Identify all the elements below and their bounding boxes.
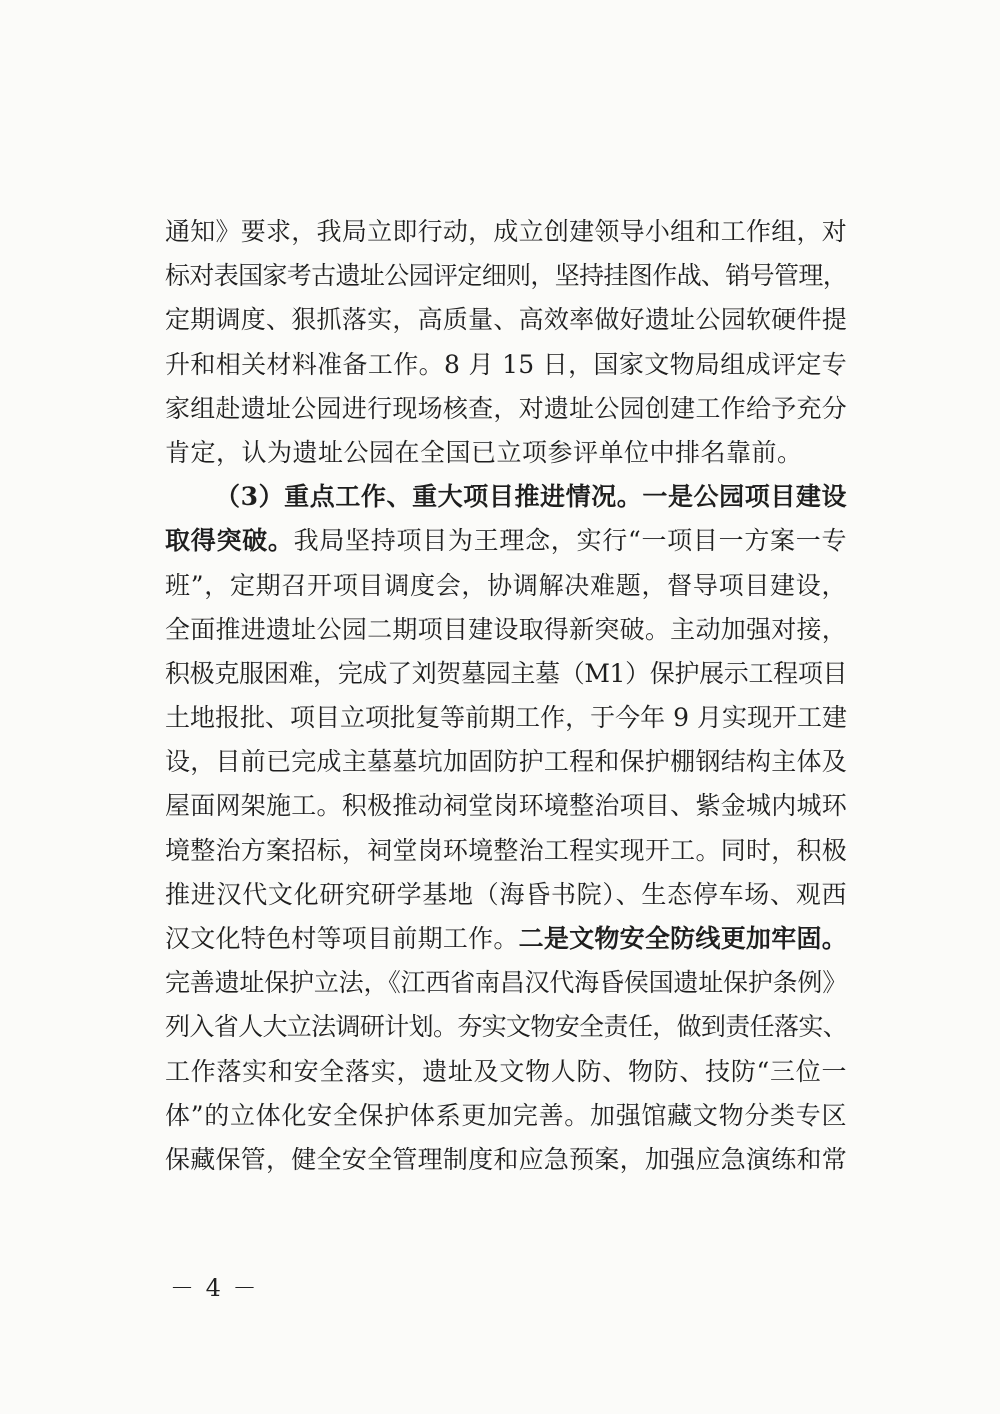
section-heading-line [165,475,847,519]
text-line-14: 屋面网架施工。积极推动祠堂岗环境整治项目、紫金城内城环 [165,791,847,821]
text-line-5: 家组赴遗址公园进行现场核查，对遗址公园创建工作给予充分 [165,393,847,423]
text-line-19: 列入省人大立法调研计划。夯实文物安全责任，做到责任落实、 [165,1012,847,1042]
heading-continuation: 取得突破。 [165,526,294,556]
subheading-security: 二是文物安全防线更加牢固。 [518,924,847,953]
text-line-10: 全面推进遗址公园二期项目建设取得新突破。主动加强对接， [165,614,847,644]
text-line-18: 完善遗址保护立法，《江西省南昌汉代海昏侯国遗址保护条例》 [165,968,847,998]
text-line-8: 取得突破。我局坚持项目为王理念，实行“一项目一方案一专 [165,526,847,556]
text-line-4: 升和相关材料准备工作。8 月 15 日，国家文物局组成评定专 [165,349,847,379]
text-line-1: 通知》要求，我局立即行动，成立创建领导小组和工作组，对 [165,217,847,246]
text-line-17: 汉文化特色村等项目前期工作。二是文物安全防线更加牢固。 [165,924,847,953]
text-line-3: 定期调度、狠抓落实，高质量、高效率做好遗址公园软硬件提 [165,305,847,335]
text-line-11: 积极克服困难，完成了刘贺墓园主墓（M1）保护展示工程项目 [165,658,847,688]
text-line-13: 设，目前已完成主墓墓坑加固防护工程和保护棚钢结构主体及 [165,747,847,777]
text-line-2: 标对表国家考古遗址公园评定细则，坚持挂图作战、销号管理， [165,261,847,291]
text-line-20: 工作落实和安全落实，遗址及文物人防、物防、技防“三位一 [165,1056,847,1086]
section-heading: （3）重点工作、重大项目推进情况。一是公园项目建设 [215,482,847,512]
text-line-6: 肯定，认为遗址公园在全国已立项参评单位中排名靠前。 [165,437,803,467]
text-line-16: 推进汉代文化研究研学基地（海昏书院）、生态停车场、观西 [165,879,847,909]
text-line-22: 保藏保管，健全安全管理制度和应急预案，加强应急演练和常 [165,1144,847,1174]
document-body [165,210,847,1182]
text-line-21: 体”的立体化安全保护体系更加完善。加强馆藏文物分类专区 [165,1100,847,1130]
page-number: － 4 － [170,1274,259,1302]
text-line-9: 班”，定期召开项目调度会，协调解决难题，督导项目建设， [165,570,847,600]
text-line-15: 境整治方案招标，祠堂岗环境整治工程实现开工。同时，积极 [165,835,847,865]
text-line-12: 土地报批、项目立项批复等前期工作，于今年 9 月实现开工建 [165,703,847,733]
